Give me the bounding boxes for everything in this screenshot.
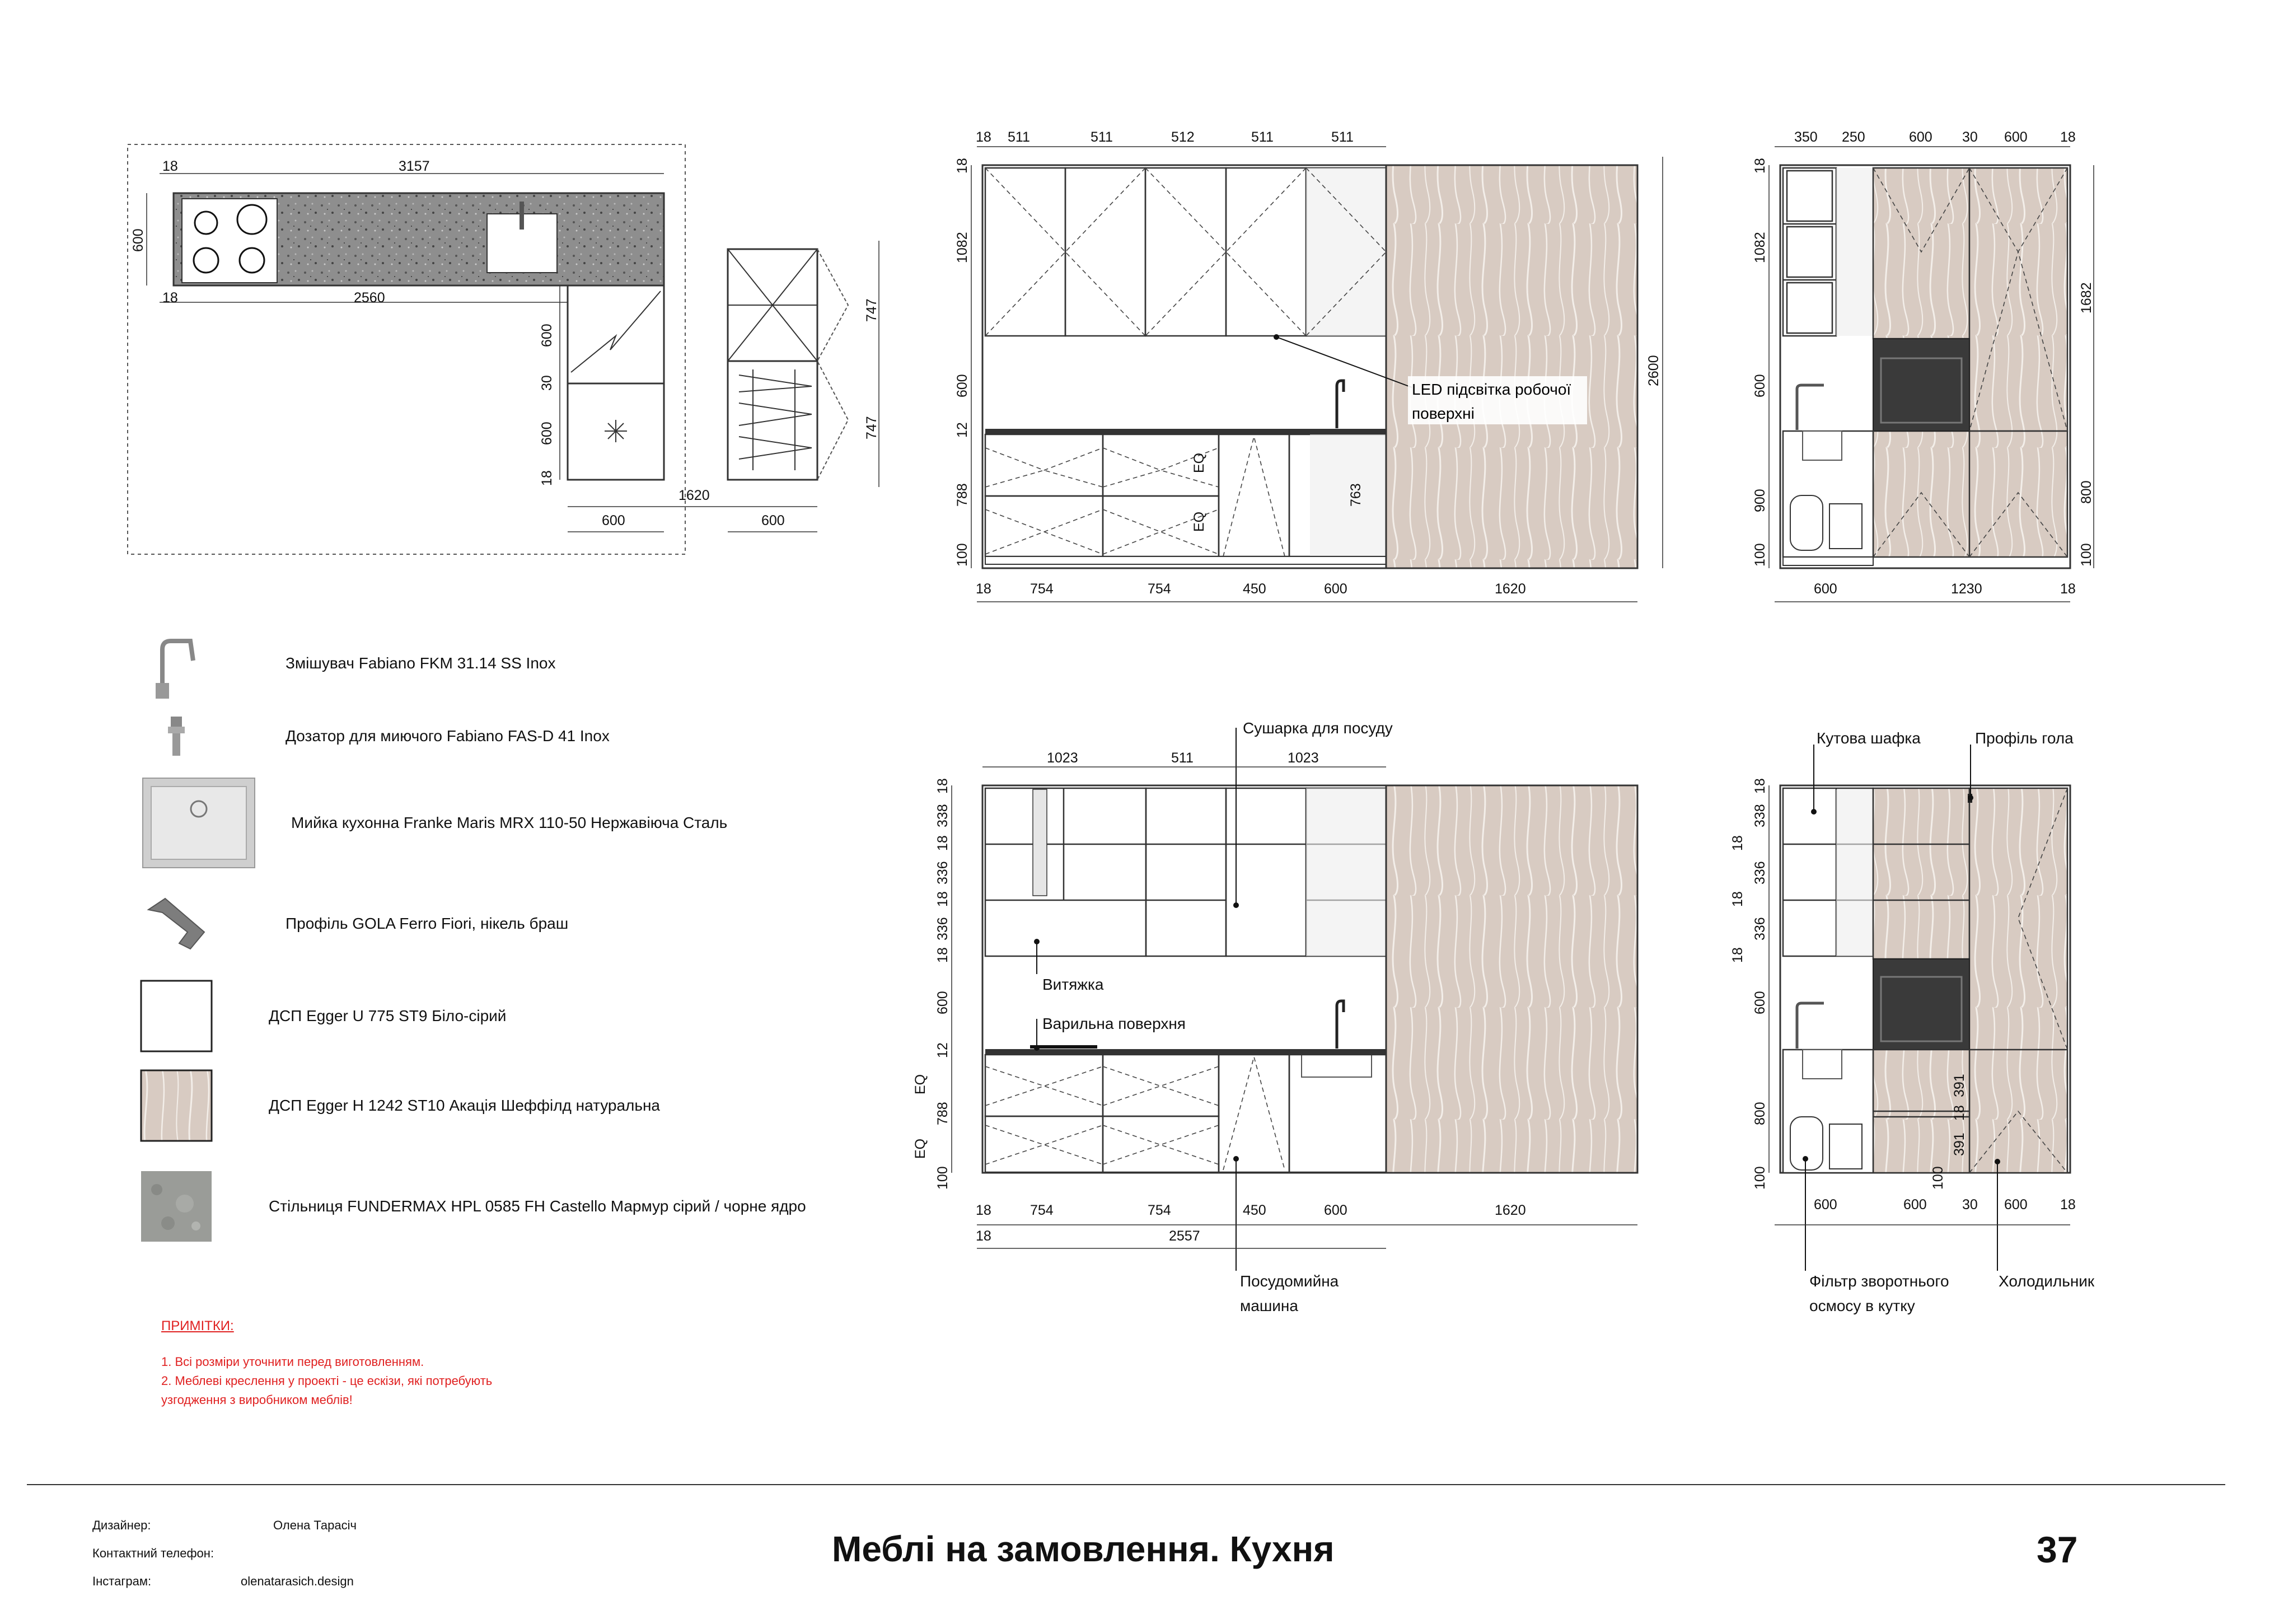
plan-dim-side-0: 600 bbox=[130, 228, 146, 252]
page-title: Меблі на замовлення. Кухня bbox=[832, 1529, 1335, 1569]
notes-title: ПРИМІТКИ: bbox=[161, 1318, 234, 1333]
e2-top-dim-5: 18 bbox=[2060, 129, 2076, 145]
hood-label: Витяжка bbox=[1042, 976, 1104, 993]
designer-name: Олена Тарасіч bbox=[273, 1518, 357, 1532]
e3-bottom-total-0: 18 bbox=[976, 1228, 991, 1244]
e1-eq-0: EQ bbox=[1191, 452, 1207, 473]
dishwasher-label-1: Посудомийна bbox=[1240, 1272, 1339, 1290]
e2-left-dim-4: 100 bbox=[1752, 543, 1768, 567]
e2-left-dim-3: 900 bbox=[1752, 489, 1768, 512]
plan-dim-bottom-2: 600 bbox=[761, 513, 785, 528]
dishwasher-label-2: машина bbox=[1240, 1297, 1298, 1314]
e4-left-dim-0: 18 bbox=[1752, 778, 1768, 794]
legend-item-wood-chipboard bbox=[140, 1069, 660, 1142]
e3-left-dim-7: 600 bbox=[935, 991, 951, 1014]
e4-left-dim-6: 18 bbox=[1730, 947, 1746, 963]
sink-icon bbox=[140, 775, 258, 870]
plan-dim-bottom-0: 1620 bbox=[678, 488, 710, 503]
e2-bottom-dim-1: 1230 bbox=[1951, 581, 1982, 597]
legend-label: ДСП Egger U 775 ST9 Біло-сірий bbox=[269, 1007, 507, 1024]
plan-dim-right-1: 747 bbox=[864, 416, 879, 439]
faucet-icon bbox=[140, 627, 213, 700]
e3-left-dim-12: 100 bbox=[935, 1166, 951, 1190]
e3-left-dim-5: 336 bbox=[935, 917, 951, 940]
e4-left-dim-4: 18 bbox=[1730, 891, 1746, 907]
e2-bottom-dim-0: 600 bbox=[1814, 581, 1837, 597]
legend-item-faucet bbox=[140, 627, 555, 700]
note-line-3: узгодження з виробником меблів! bbox=[161, 1393, 353, 1407]
e4-bottom-dim-1: 600 bbox=[1903, 1197, 1927, 1213]
e1-top-dim-1: 511 bbox=[1008, 129, 1030, 145]
e4-left-dim-3: 336 bbox=[1752, 861, 1768, 884]
e4-left-dim-7: 600 bbox=[1752, 991, 1768, 1014]
e4-left-dim-1: 338 bbox=[1752, 804, 1768, 827]
stone-swatch-icon bbox=[140, 1170, 213, 1243]
e1-bottom-dim-3: 450 bbox=[1243, 581, 1266, 597]
legend-item-white-chipboard bbox=[140, 980, 506, 1052]
e2-left-dim-0: 18 bbox=[1752, 158, 1768, 174]
e1-eq-1: EQ bbox=[1191, 511, 1207, 532]
e4-inner-dim-2: 391 bbox=[1952, 1132, 1967, 1156]
e3-bottom-dim-3: 450 bbox=[1243, 1202, 1266, 1218]
legend-label: Мийка кухонна Franke Maris MRX 110-50 Нержавіюча Сталь bbox=[291, 814, 728, 831]
e1-left-dim-1: 1082 bbox=[954, 232, 970, 263]
e4-inner-dim-0: 391 bbox=[1952, 1074, 1967, 1097]
e1-top-dim-0: 18 bbox=[976, 129, 991, 145]
e3-left-dim-4: 18 bbox=[935, 891, 951, 907]
instagram-handle: olenatarasich.design bbox=[241, 1574, 354, 1588]
e1-left-dim-2: 600 bbox=[954, 374, 970, 397]
white-swatch-icon bbox=[140, 980, 213, 1052]
e2-top-dim-1: 250 bbox=[1842, 129, 1865, 145]
e3-top-dim-0: 1023 bbox=[1047, 750, 1078, 766]
elevation-4 bbox=[1730, 729, 2095, 1314]
plan-dim-top-1: 3157 bbox=[399, 158, 430, 174]
legend-item-dispenser bbox=[140, 711, 610, 761]
e4-left-dim-9: 100 bbox=[1752, 1166, 1768, 1190]
plan-dim-vert-0: 600 bbox=[539, 324, 555, 347]
e2-left-dim-2: 600 bbox=[1752, 374, 1768, 397]
e3-bottom-total-1: 2557 bbox=[1169, 1228, 1200, 1244]
e2-right-dim-1: 800 bbox=[2079, 480, 2094, 504]
instagram-label: Інстаграм: bbox=[92, 1574, 152, 1588]
gola-profile-icon bbox=[140, 893, 213, 954]
e3-left-dim-6: 18 bbox=[935, 947, 951, 963]
e1-top-dim-4: 511 bbox=[1251, 129, 1274, 145]
legend-label: Дозатор для миючого Fabiano FAS-D 41 Inox bbox=[286, 727, 610, 745]
e4-bottom-dim-4: 18 bbox=[2060, 1197, 2076, 1213]
legend-label: Змішувач Fabiano FKM 31.14 SS Inox bbox=[286, 654, 556, 672]
e1-inner-dim: 763 bbox=[1348, 483, 1364, 507]
page-number: 37 bbox=[2037, 1529, 2078, 1570]
e4-left-dim-8: 800 bbox=[1752, 1102, 1768, 1125]
e1-right-dim: 2600 bbox=[1646, 355, 1662, 386]
e2-top-dim-3: 30 bbox=[1962, 129, 1978, 145]
e3-left-dim-3: 336 bbox=[935, 861, 951, 884]
wood-swatch-icon bbox=[140, 1069, 213, 1142]
e4-bottom-dim-3: 600 bbox=[2004, 1197, 2028, 1213]
e3-bottom-dim-5: 1620 bbox=[1495, 1202, 1526, 1218]
elevation-2 bbox=[1752, 129, 2094, 602]
plan-dim-mid-1: 2560 bbox=[354, 290, 385, 306]
e1-bottom-dim-4: 600 bbox=[1324, 581, 1347, 597]
plan-dim-mid-0: 18 bbox=[162, 290, 178, 306]
e3-bottom-dim-1: 754 bbox=[1030, 1202, 1054, 1218]
legend-label: Стільниця FUNDERMAX HPL 0585 FH Castello Мармур сірий / чорне ядро bbox=[269, 1197, 806, 1215]
filter-label-1: Фільтр зворотнього bbox=[1809, 1272, 1949, 1290]
plan-view bbox=[128, 144, 879, 554]
e2-left-dim-1: 1082 bbox=[1752, 232, 1768, 263]
designer-label: Дизайнер: bbox=[92, 1518, 151, 1532]
e4-left-dim-5: 336 bbox=[1752, 917, 1768, 940]
legend-label: Профіль GOLA Ferro Fiori, нікель браш bbox=[286, 915, 569, 932]
e3-left-dim-10: 788 bbox=[935, 1102, 951, 1125]
plan-dim-vert-2: 600 bbox=[539, 422, 555, 445]
e2-right-dim-2: 100 bbox=[2079, 543, 2094, 567]
legend-item-countertop bbox=[140, 1170, 806, 1243]
legend-label: ДСП Egger H 1242 ST10 Акація Шеффілд натуральна bbox=[269, 1097, 661, 1114]
hob-label: Варильна поверхня bbox=[1042, 1015, 1186, 1032]
e2-top-dim-4: 600 bbox=[2004, 129, 2028, 145]
e4-inner-dim-1: 18 bbox=[1952, 1105, 1967, 1121]
e1-bottom-dim-5: 1620 bbox=[1495, 581, 1526, 597]
fridge-label: Холодильник bbox=[1999, 1272, 2095, 1290]
e3-left-dim-0: 18 bbox=[935, 778, 951, 794]
e4-left-dim-2: 18 bbox=[1730, 835, 1746, 851]
filter-label-2: осмосу в кутку bbox=[1809, 1297, 1915, 1314]
legend-item-gola bbox=[140, 893, 568, 954]
e1-left-dim-4: 788 bbox=[954, 483, 970, 507]
e3-left-dim-9: EQ bbox=[912, 1074, 928, 1094]
e3-bottom-dim-4: 600 bbox=[1324, 1202, 1347, 1218]
e1-top-dim-2: 511 bbox=[1091, 129, 1113, 145]
materials-legend bbox=[140, 616, 924, 1260]
e3-bottom-dim-0: 18 bbox=[976, 1202, 991, 1218]
elevation-3 bbox=[912, 719, 1637, 1314]
e1-top-dim-5: 511 bbox=[1331, 129, 1354, 145]
e2-right-dim-0: 1682 bbox=[2079, 282, 2094, 313]
e1-left-dim-3: 12 bbox=[954, 422, 970, 438]
e1-left-dim-0: 18 bbox=[954, 158, 970, 174]
plan-dim-vert-1: 30 bbox=[539, 375, 555, 391]
e2-top-dim-0: 350 bbox=[1794, 129, 1818, 145]
phone-label: Контактний телефон: bbox=[92, 1546, 214, 1560]
note-line-1: 1. Всі розміри уточнити перед виготовленням. bbox=[161, 1355, 424, 1369]
e2-top-dim-2: 600 bbox=[1909, 129, 1932, 145]
e3-left-dim-2: 18 bbox=[935, 835, 951, 851]
plan-dim-bottom-1: 600 bbox=[602, 513, 625, 528]
plan-dim-top-0: 18 bbox=[162, 158, 178, 174]
led-label-line-2: поверхні bbox=[1412, 405, 1475, 422]
e1-bottom-dim-1: 754 bbox=[1030, 581, 1054, 597]
plan-dim-right-0: 747 bbox=[864, 298, 879, 322]
corner-cabinet-label: Кутова шафка bbox=[1817, 729, 1921, 747]
notes-block bbox=[161, 1317, 492, 1410]
e1-top-dim-3: 512 bbox=[1171, 129, 1195, 145]
e4-inner-dim-3: 100 bbox=[1930, 1166, 1946, 1190]
e1-left-dim-5: 100 bbox=[954, 543, 970, 567]
e3-left-dim-11: EQ bbox=[912, 1138, 928, 1159]
e3-left-dim-8: 12 bbox=[935, 1042, 951, 1058]
led-label-line-1: LED підсвітка робочої bbox=[1412, 381, 1571, 398]
e3-bottom-dim-2: 754 bbox=[1148, 1202, 1171, 1218]
e3-top-dim-1: 511 bbox=[1171, 750, 1194, 766]
e2-bottom-dim-2: 18 bbox=[2060, 581, 2076, 597]
note-line-2: 2. Меблеві креслення у проекті - це ескізи, які потребують bbox=[161, 1374, 493, 1388]
e4-bottom-dim-2: 30 bbox=[1962, 1197, 1978, 1213]
elevation-1 bbox=[954, 129, 1663, 602]
plan-dim-vert-3: 18 bbox=[539, 470, 555, 486]
legend-item-sink bbox=[140, 775, 727, 870]
e1-bottom-dim-0: 18 bbox=[976, 581, 991, 597]
dryer-label: Сушарка для посуду bbox=[1243, 719, 1393, 737]
e1-bottom-dim-2: 754 bbox=[1148, 581, 1171, 597]
e3-left-dim-1: 338 bbox=[935, 804, 951, 827]
gola-profile-label: Профіль гола bbox=[1975, 729, 2074, 747]
soap-dispenser-icon bbox=[140, 711, 213, 761]
e3-top-dim-2: 1023 bbox=[1288, 750, 1319, 766]
e4-bottom-dim-0: 600 bbox=[1814, 1197, 1837, 1213]
